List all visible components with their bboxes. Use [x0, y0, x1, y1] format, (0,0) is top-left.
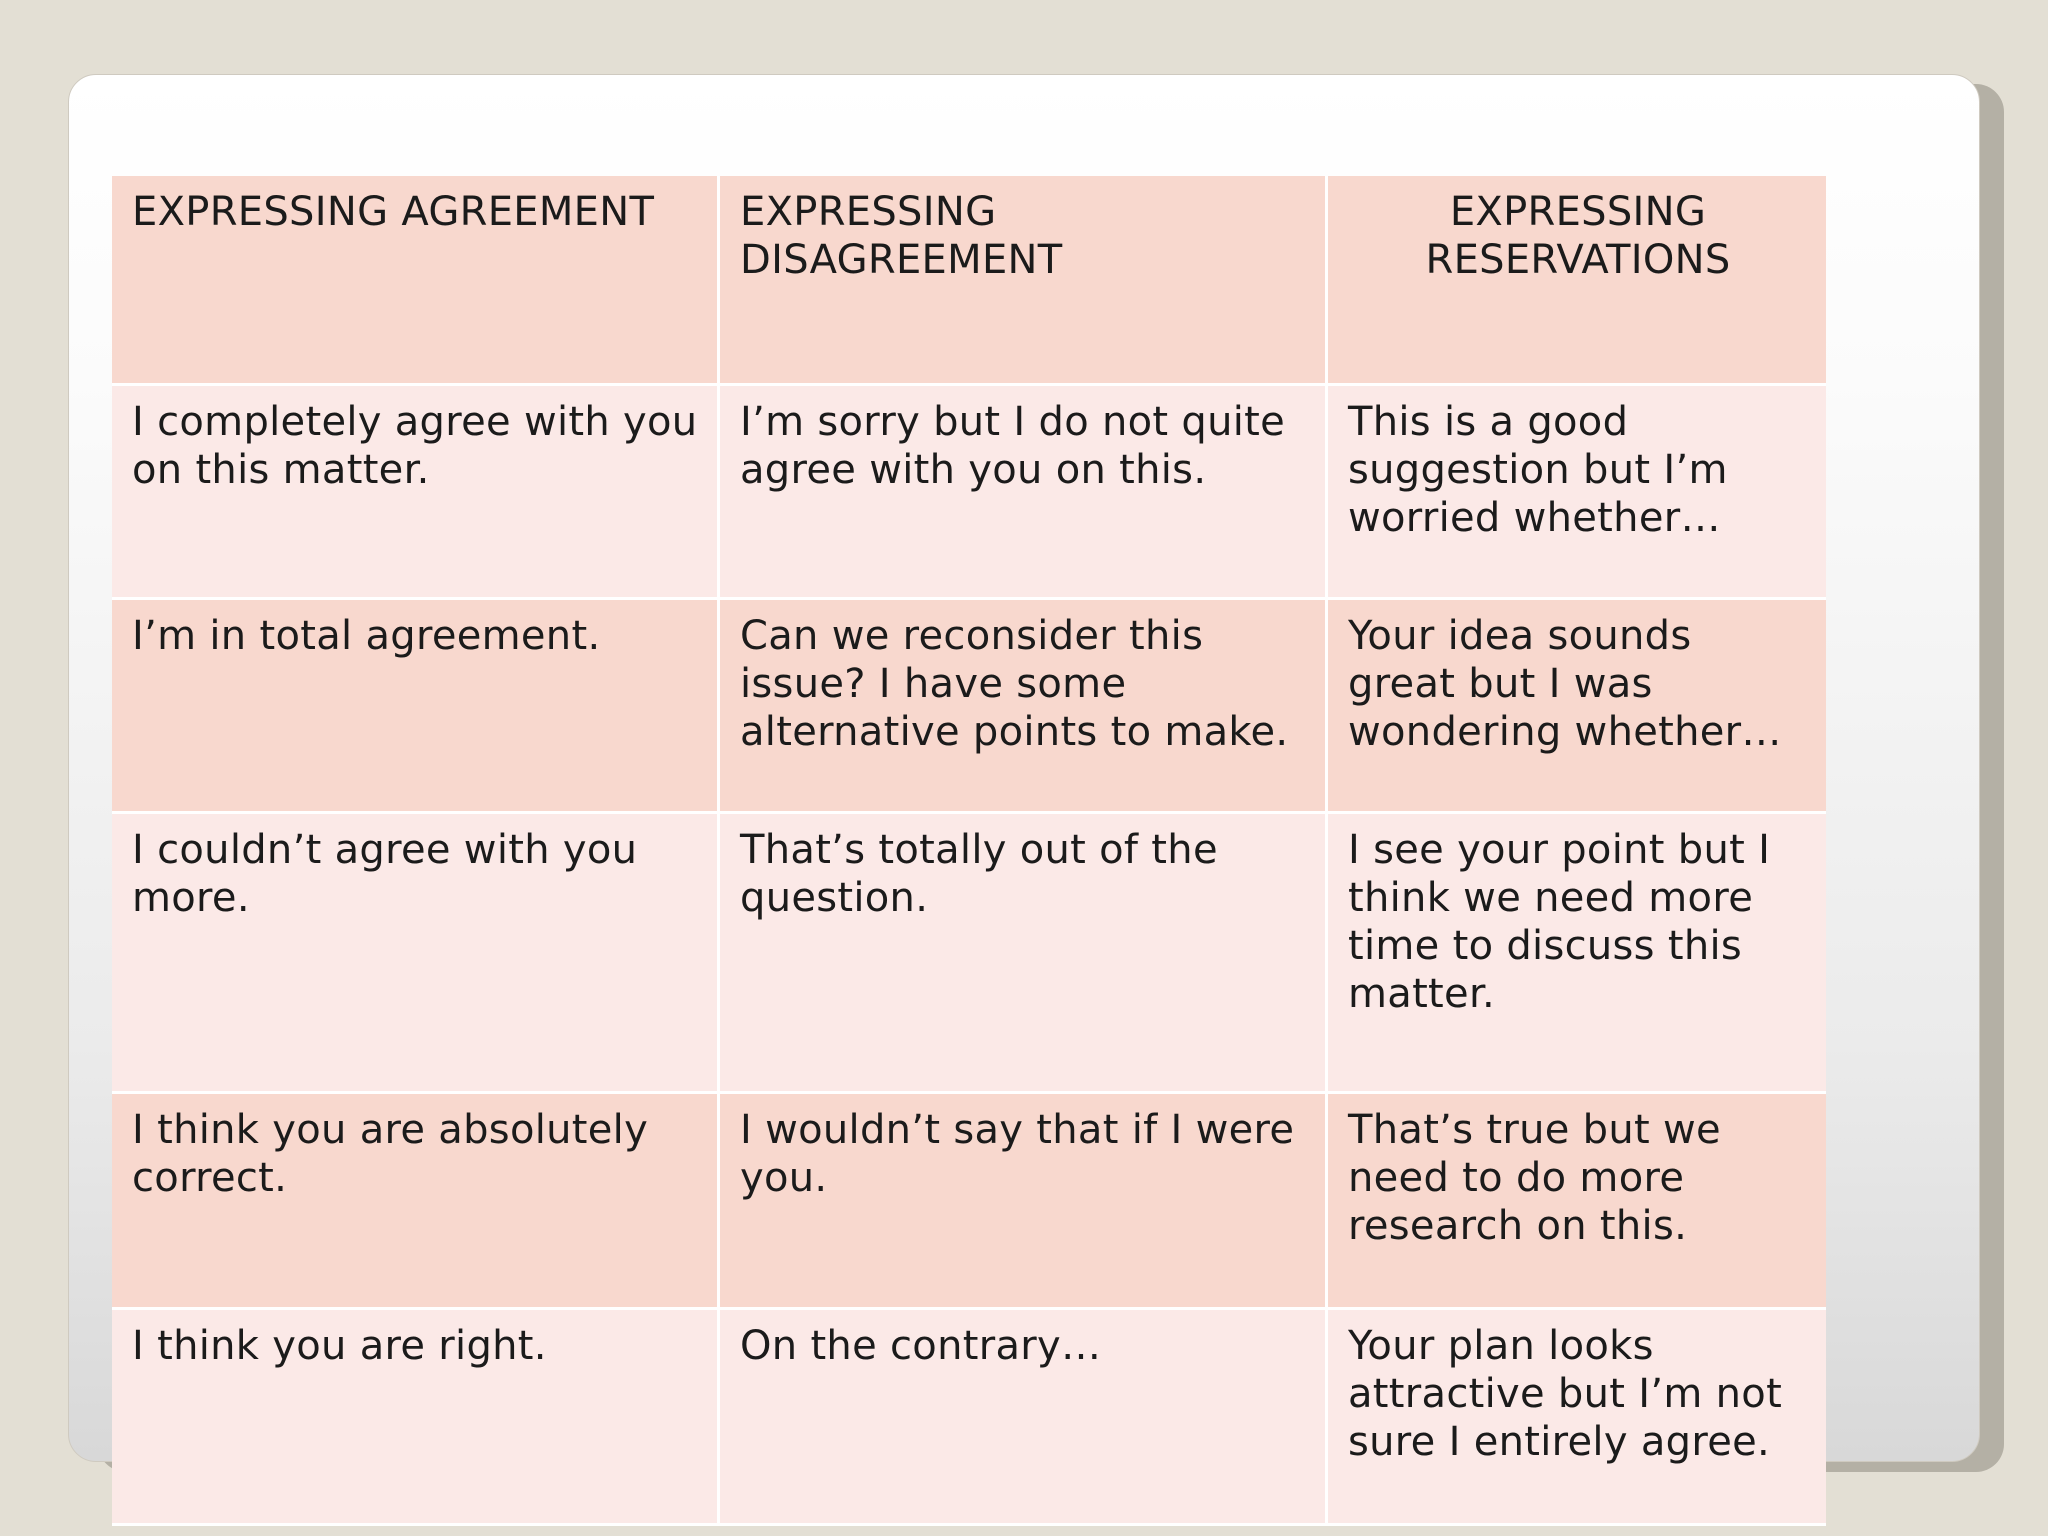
header-agreement: EXPRESSING AGREEMENT	[112, 176, 720, 386]
disagreement-cell: I wouldn’t say that if I were you.	[720, 1094, 1328, 1310]
table-row	[112, 600, 1826, 814]
agreement-cell: I think you are right.	[112, 1310, 720, 1526]
reservation-cell: I see your point but I think we need more time to discuss this matter.	[1328, 814, 1826, 1094]
agreement-cell: I couldn’t agree with you more.	[112, 814, 720, 1094]
table-row	[112, 814, 1826, 1094]
header-disagreement: EXPRESSING DISAGREEMENT	[720, 176, 1328, 386]
agreement-cell: I completely agree with you on this matter.	[112, 386, 720, 600]
table-row	[112, 386, 1826, 600]
agreement-cell: I think you are absolutely correct.	[112, 1094, 720, 1310]
reservation-cell: Your plan looks attractive but I’m not sure I entirely agree.	[1328, 1310, 1826, 1526]
disagreement-cell: That’s totally out of the question.	[720, 814, 1328, 1094]
header-reservations: EXPRESSING RESERVATIONS	[1328, 176, 1826, 386]
disagreement-cell: I’m sorry but I do not quite agree with you on this.	[720, 386, 1328, 600]
agreement-cell: I’m in total agreement.	[112, 600, 720, 814]
phrases-table	[112, 176, 1826, 1526]
disagreement-cell: Can we reconsider this issue? I have some alternative points to make.	[720, 600, 1328, 814]
table-row	[112, 1310, 1826, 1526]
reservation-cell: Your idea sounds great but I was wondering whether…	[1328, 600, 1826, 814]
reservation-cell: That’s true but we need to do more research on this.	[1328, 1094, 1826, 1310]
disagreement-cell: On the contrary…	[720, 1310, 1328, 1526]
table-row	[112, 1094, 1826, 1310]
reservation-cell: This is a good suggestion but I’m worried whether…	[1328, 386, 1826, 600]
table-header-row	[112, 176, 1826, 386]
